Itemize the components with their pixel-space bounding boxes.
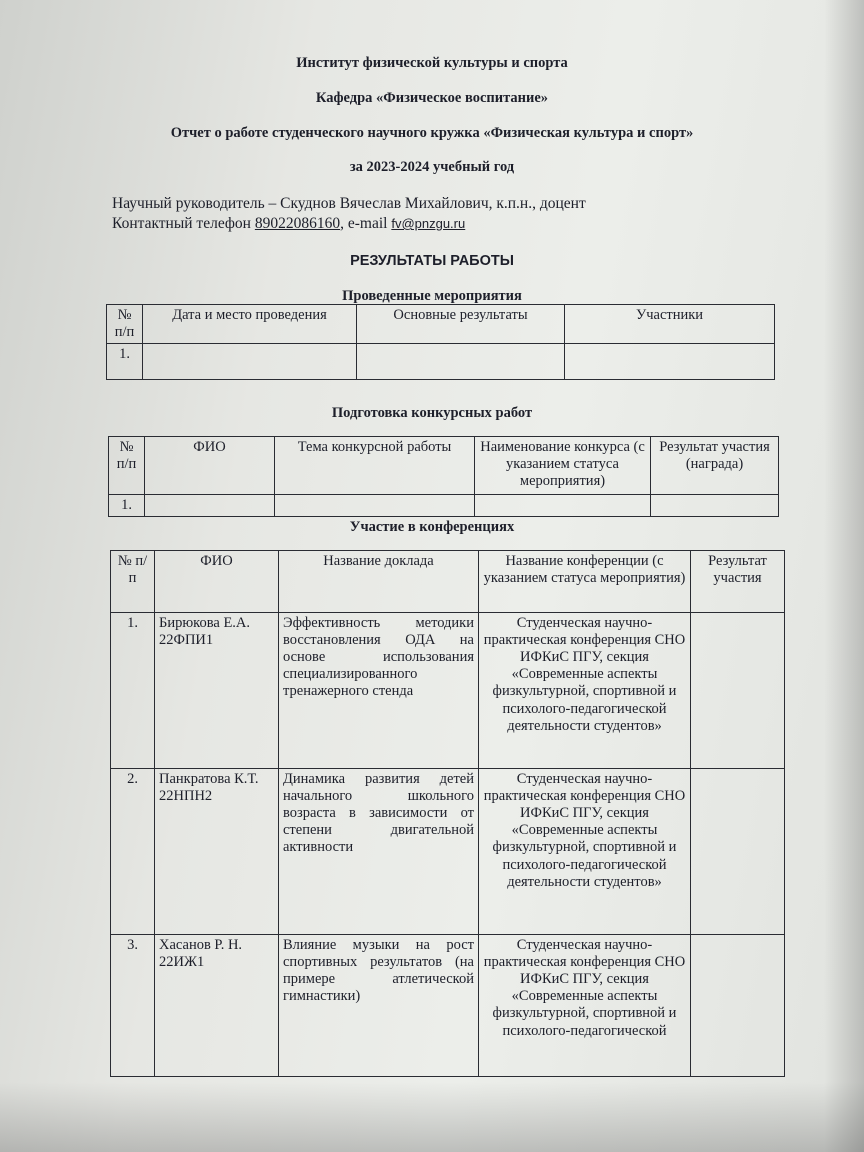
conferences-cell-num: 2. — [111, 769, 155, 935]
events-cell — [143, 344, 357, 380]
conferences-cell-result — [691, 935, 785, 1077]
events-header-participants: Участники — [565, 305, 775, 344]
conferences-cell-result — [691, 613, 785, 769]
events-title: Проведенные мероприятия — [342, 288, 522, 304]
competitions-title: Подготовка конкурсных работ — [331, 405, 533, 421]
contact-line — [112, 215, 465, 233]
conferences-cell-conference: Студенческая научно-практическая конференция СНО ИФКиС ПГУ, секция «Современные аспекты физкультурной, спортивной и психолого-педагогической — [479, 935, 691, 1077]
competitions-header-num: № п/п — [109, 437, 145, 495]
table-row — [111, 769, 785, 935]
conferences-header-row — [111, 551, 785, 613]
conferences-cell-report: Эффективность методики восстановления ОДА на основе использования специализированного тренажерного стенда — [279, 613, 479, 769]
events-cell — [357, 344, 565, 380]
table-row — [111, 935, 785, 1077]
competitions-cell: 1. — [109, 495, 145, 517]
competitions-cell — [475, 495, 651, 517]
events-header-date: Дата и место проведения — [143, 305, 357, 344]
events-header-row — [107, 305, 775, 344]
conferences-cell-report: Влияние музыки на рост спортивных результатов (на примере атлетической гимнастики) — [279, 935, 479, 1077]
phone-label: Контактный телефон — [112, 215, 255, 232]
conferences-cell-conference: Студенческая научно-практическая конференция СНО ИФКиС ПГУ, секция «Современные аспекты физкультурной, спортивной и психолого-педагогической деятельности студентов» — [479, 613, 691, 769]
conferences-cell-name: Бирюкова Е.А. 22ФПИ1 — [155, 613, 279, 769]
events-cell: 1. — [107, 344, 143, 380]
report-title: Отчет о работе студенческого научного кружка «Физическая культура и спорт» — [170, 125, 694, 141]
competitions-table — [108, 436, 779, 517]
table-row — [109, 495, 779, 517]
conferences-cell-name: Хасанов Р. Н. 22ИЖ1 — [155, 935, 279, 1077]
phone-number: 89022086160 — [254, 215, 341, 232]
table-row — [111, 613, 785, 769]
events-header-results: Основные результаты — [357, 305, 565, 344]
competitions-cell — [145, 495, 275, 517]
conferences-title: Участие в конференциях — [349, 519, 515, 535]
conferences-table — [110, 550, 785, 1077]
competitions-cell — [651, 495, 779, 517]
page-shadow-bottom — [0, 1082, 864, 1152]
supervisor-line: Научный руководитель – Скуднов Вячеслав Михайлович, к.п.н., доцент — [112, 195, 586, 212]
competitions-header-name: ФИО — [145, 437, 275, 495]
email-address: fv@pnzgu.ru — [391, 216, 466, 231]
conferences-header-report: Название доклада — [279, 551, 479, 613]
table-row — [107, 344, 775, 380]
competitions-header-row — [109, 437, 779, 495]
conferences-header-result: Результат участия — [691, 551, 785, 613]
conferences-cell-conference: Студенческая научно-практическая конференция СНО ИФКиС ПГУ, секция «Современные аспекты физкультурной, спортивной и психолого-педагогической деятельности студентов» — [479, 769, 691, 935]
competitions-header-contest: Наименование конкурса (с указанием статуса мероприятия) — [475, 437, 651, 495]
conferences-header-name: ФИО — [155, 551, 279, 613]
year-title: за 2023-2024 учебный год — [349, 159, 515, 175]
email-label: , e-mail — [340, 215, 392, 232]
events-table — [106, 304, 775, 380]
events-header-num: № п/п — [107, 305, 143, 344]
results-heading: РЕЗУЛЬТАТЫ РАБОТЫ — [350, 253, 514, 269]
conferences-cell-num: 1. — [111, 613, 155, 769]
conferences-header-conference: Название конференции (с указанием статуса мероприятия) — [479, 551, 691, 613]
conferences-cell-num: 3. — [111, 935, 155, 1077]
department-title: Кафедра «Физическое воспитание» — [315, 90, 549, 106]
conferences-cell-name: Панкратова К.Т. 22НПН2 — [155, 769, 279, 935]
conferences-cell-report: Динамика развития детей начального школьного возраста в зависимости от степени двигательной активности — [279, 769, 479, 935]
institute-title: Институт физической культуры и спорта — [296, 55, 568, 71]
events-cell — [565, 344, 775, 380]
competitions-header-result: Результат участия (награда) — [651, 437, 779, 495]
conferences-header-num: № п/п — [111, 551, 155, 613]
competitions-cell — [275, 495, 475, 517]
page-shadow-right — [824, 0, 864, 1152]
conferences-cell-result — [691, 769, 785, 935]
competitions-header-topic: Тема конкурсной работы — [275, 437, 475, 495]
